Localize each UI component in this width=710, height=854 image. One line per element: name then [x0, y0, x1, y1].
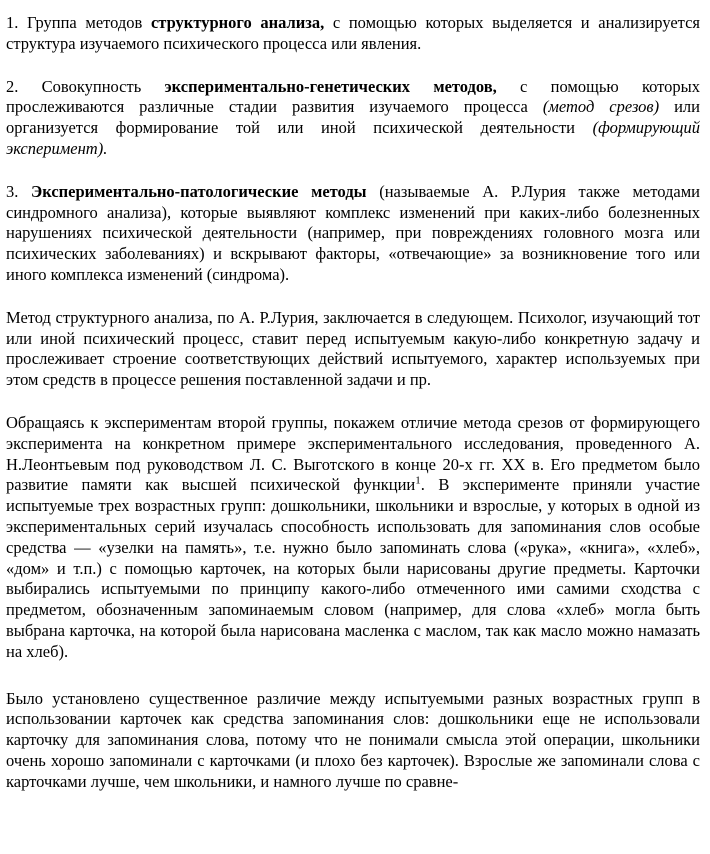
- italic-term-formative-experiment: (формирующий эксперимент).: [6, 118, 700, 158]
- paragraph-experiment-results: [6, 689, 700, 793]
- text-run: Метод структурного анализа, по А. Р.Лурия, заключается в следующем. Психолог, изучающий тот или иной психический процесс, ставит перед испытуемым какую-либо конкретную задачу и прослеживает строение соответствующих действий испытуемого, характер используемых при этом средств в процессе решения поставленной задачи и пр.: [6, 307, 700, 390]
- paragraph-method-group-1: [6, 13, 700, 55]
- text-run: или организуется формирование той или иной психической деятельности: [6, 97, 700, 138]
- text-run: Было установлено существенное различие между испытуемыми разных возрастных групп в использовании карточек как средства запоминания слов: дошкольники еще не использовали карточку для запоминания слова, потому что не понимали смысла этой операции, школьники очень хорошо запоминали с карточками (и плохо без карточек). Взрослые же запоминали слова с карточками лучше, чем школьники, и намного лучше по сравне-: [6, 688, 700, 791]
- paragraph-method-group-3: [6, 182, 700, 286]
- text-run: 1. Группа методов: [6, 13, 151, 32]
- text-run: Обращаясь к экспериментам второй группы, покажем отличие метода срезов от формирующего эксперимента на конкретном примере экспериментального исследования, проведенного А. Н.Леонтьевым под руководством Л. С. Выготского в конце 20-х гг. XX в. Его предметом было развитие памяти как высшей психической функции: [6, 412, 700, 495]
- bold-term-structural-analysis: структурного анализа,: [150, 13, 325, 32]
- text-run: 3.: [6, 181, 32, 201]
- paragraph-leontiev-experiment: [6, 413, 700, 663]
- text-run: . В эксперименте приняли участие испытуемые трех возрастных групп: дошкольники, школьники и взрослые, у которых в одной из экспериментальных серий изучалась способность использовать для запоминания слов особые средства — «узелки на память», т.е. нужно было запоминать слова («рука», «книга», «хлеб», «дом» и т.п.) с помощью карточек, на которых были нарисованы другие предметы. Карточки выбирались испытуемыми по принципу какого-либо отмеченного ими самими сходства с предметом, обозначенным запоминаемым словом (например, для слова «хлеб» могла быть выбрана карточка, на которой была нарисована масленка с маслом, так как масло можно намазать на хлеб).: [6, 475, 700, 661]
- bold-term-experimental-genetic-methods: экспериментально-генетических методов,: [164, 76, 497, 96]
- paragraph-structural-analysis-description: [6, 308, 700, 391]
- text-run: с помощью которых прослеживаются различные стадии развития изучаемого процесса: [6, 76, 700, 117]
- footnote-ref-1: 1: [415, 474, 421, 487]
- italic-term-cross-section-method: (метод срезов): [542, 97, 660, 117]
- text-run: 2. Совокупность: [6, 76, 165, 96]
- text-run: (называемые А. Р.Лурия также методами синдромного анализа), которые выявляют комплекс изменений при каких-либо болезненных нарушениях психической деятельности (например, при повреждениях головного мозга или психических заболеваниях) и вскрывают факторы, «отвечающие» за возникновение того или иного комплекса изменений (синдрома).: [6, 181, 700, 284]
- text-run: с помощью которых выделяется и анализируется структура изучаемого психического процесса или явления.: [6, 13, 701, 53]
- bold-term-experimental-pathological-methods: Экспериментально-патологические методы: [31, 181, 367, 201]
- paragraph-method-group-2: [6, 77, 700, 160]
